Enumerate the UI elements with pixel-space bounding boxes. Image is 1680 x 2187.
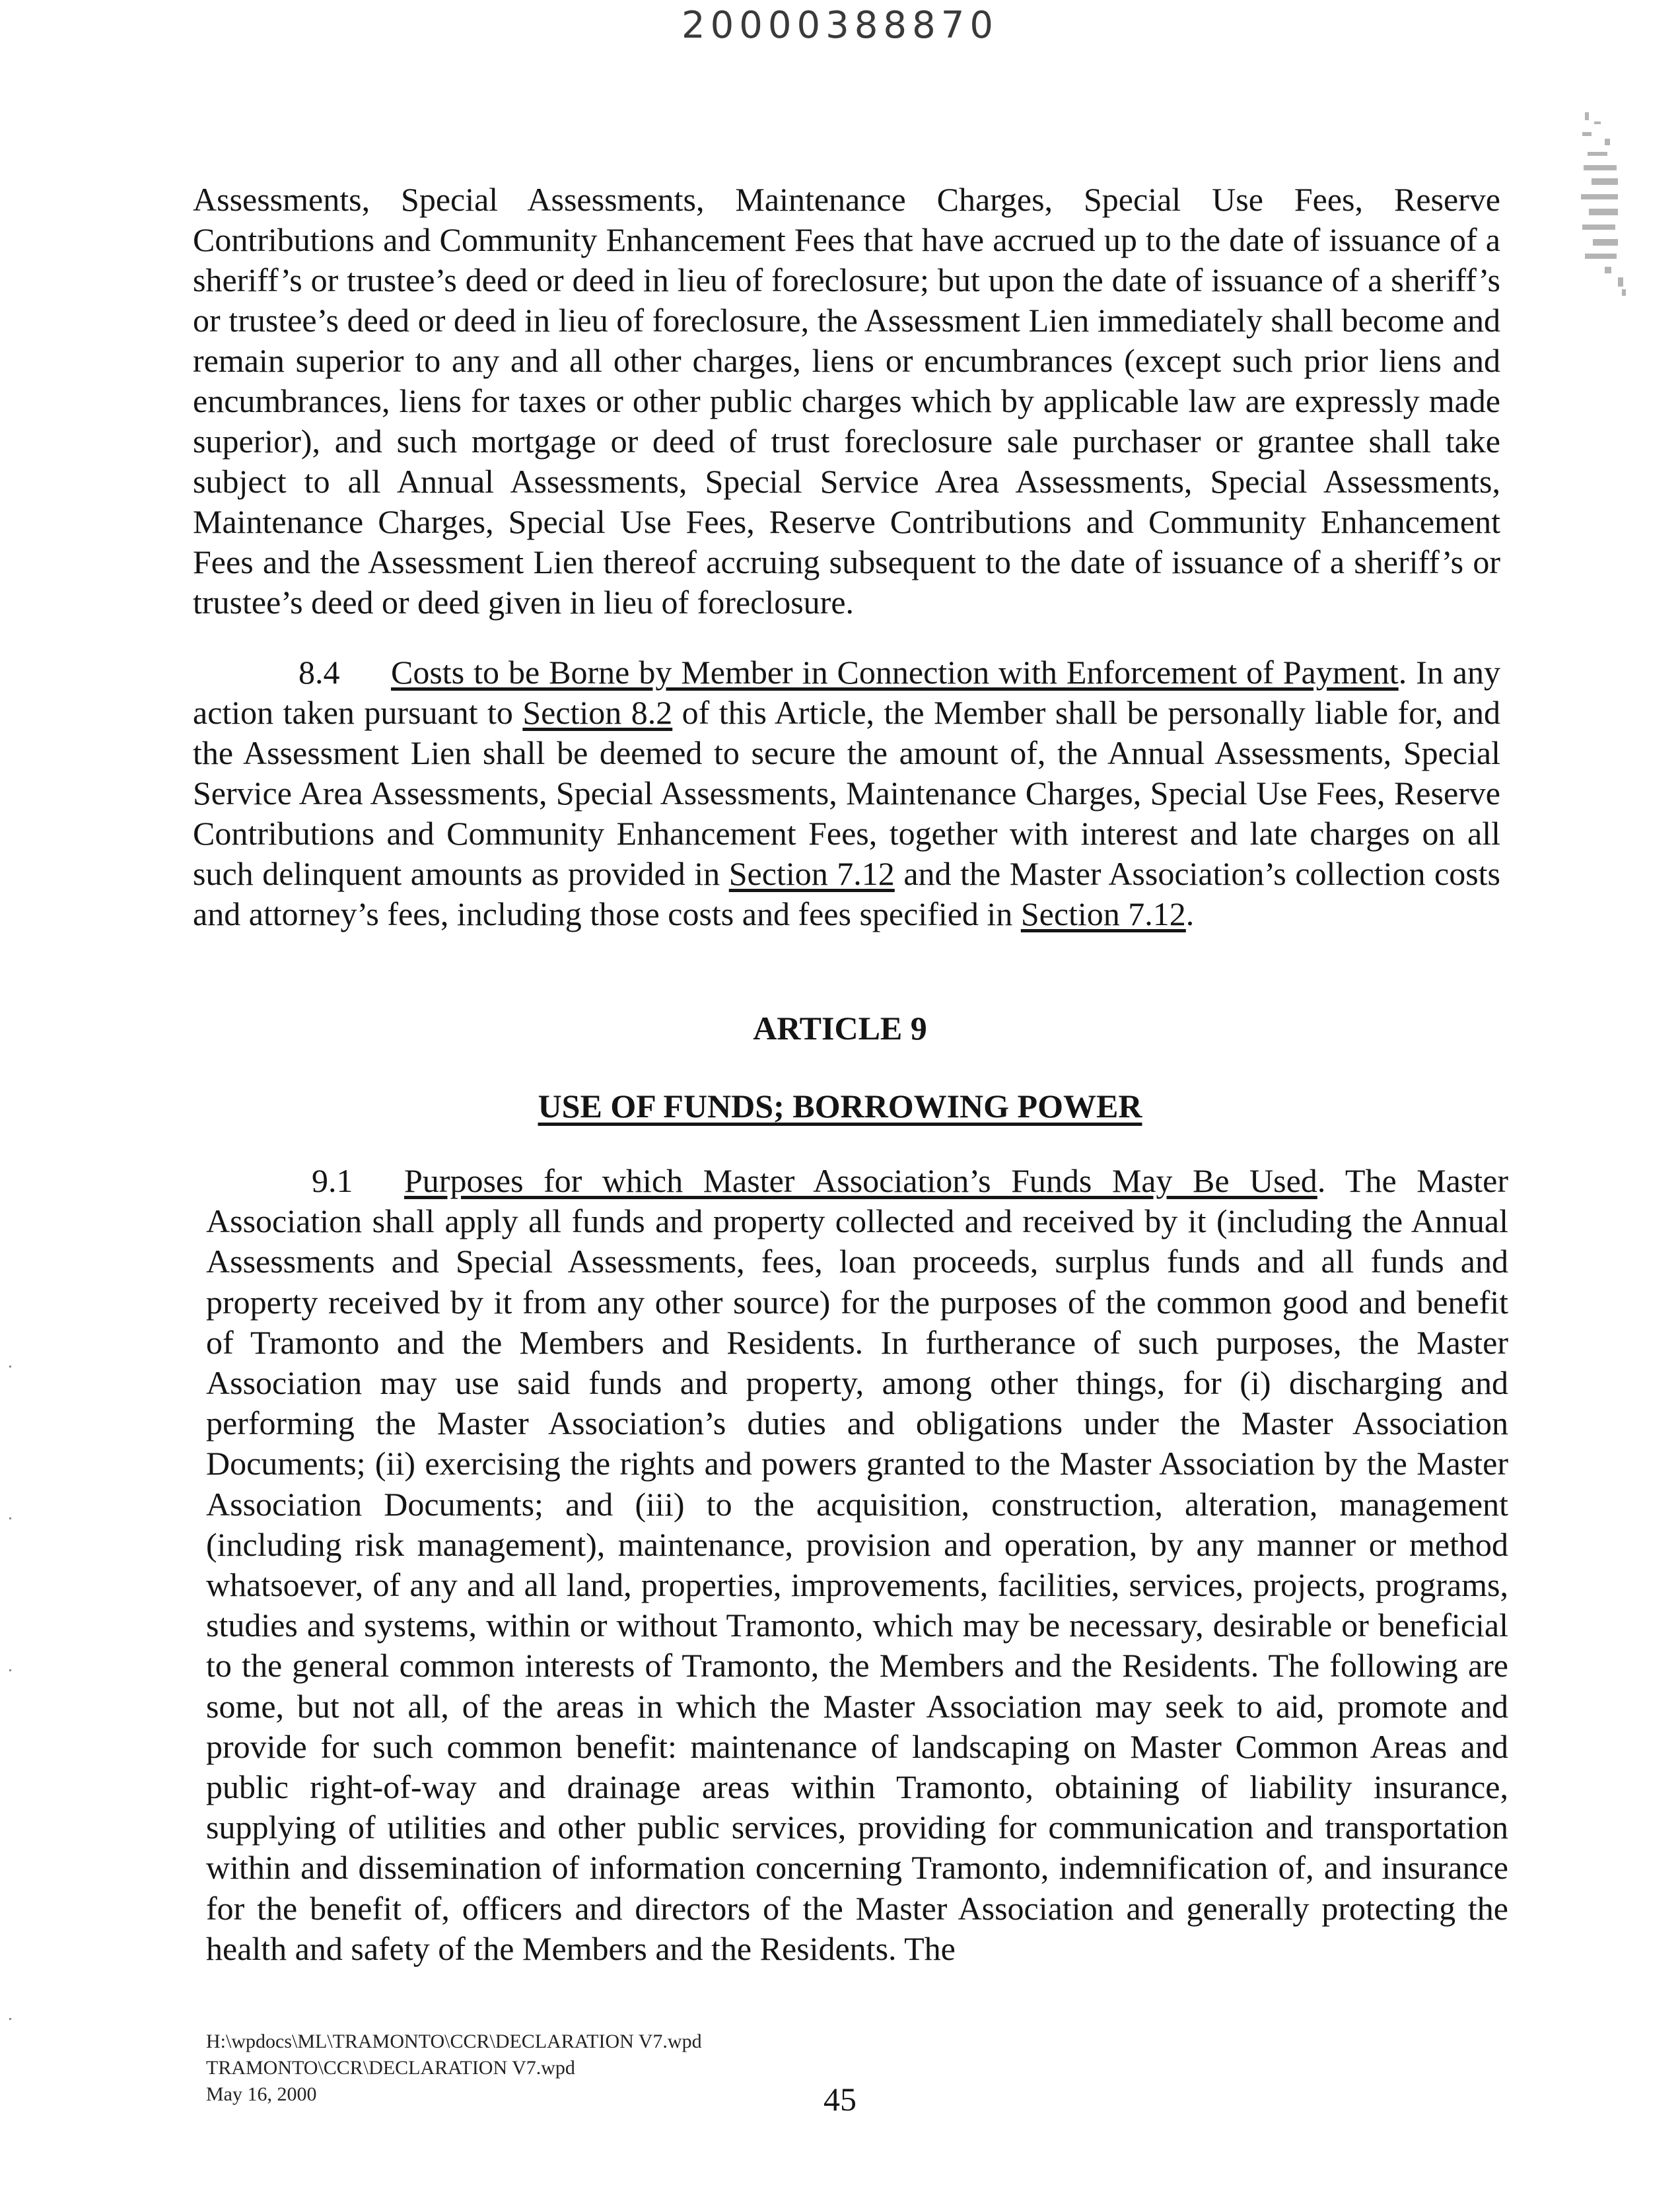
section-7-12-reference: Section 7.12: [728, 855, 895, 892]
section-8-4-paragraph: [193, 652, 1500, 934]
section-8-2-reference: Section 8.2: [522, 694, 673, 731]
footer-date: May 16, 2000: [206, 2083, 317, 2105]
recording-stamp-mark: [1578, 112, 1638, 297]
section-9-1-number: 9.1: [312, 1162, 353, 1199]
section-9-1-paragraph: [206, 1161, 1508, 1969]
section-8-4-heading: Costs to be Borne by Member in Connection with Enforcement of Payment: [391, 654, 1399, 691]
section-8-4-text-c: and the Master Association’s collection costs and attorney’s fees, including those costs and fees specified in: [193, 855, 1501, 932]
section-8-4-text-b: of this Article, the Member shall be personally liable for, and the Assessment Lien shall be deemed to secure the amount of, the Annual Assessments, Special Service Area Assessments, Special Assessments, Maintenance Charges, Special Use Fees, Reserve Contributions and Community Enhancement Fees, together with interest and late charges on all such delinquent amounts as provided in: [193, 694, 1500, 892]
footer-path-line-2: TRAMONTO\CCR\DECLARATION V7.wpd: [206, 2057, 575, 2079]
footer-path-line-1: H:\wpdocs\ML\TRAMONTO\CCR\DECLARATION V7.wpd: [206, 2031, 702, 2052]
section-8-4-number: 8.4: [298, 654, 340, 691]
section-7-12-reference-2: Section 7.12: [1020, 895, 1186, 932]
section-9-1-heading: Purposes for which Master Association’s Funds May Be Used: [404, 1162, 1317, 1199]
document-number: 20000388870: [682, 4, 998, 47]
article-title-heading: [0, 1087, 1680, 1125]
article-number-heading: ARTICLE 9: [753, 1010, 927, 1047]
section-8-4-text-d: .: [1185, 895, 1195, 932]
page-number: 45: [823, 2081, 857, 2118]
section-8-4-text-a: . In any action taken pursuant to: [193, 654, 1501, 731]
section-9-1-text: . The Master Association shall apply all funds and property collected and received by it (including the Annual Assessments and Special Assessments, fees, loan proceeds, surplus funds and all funds and property received by it from any other source) for the purposes of the common good and benefit of Tramonto and the Members and Residents. In furtherance of such purposes, the Master Association may use said funds and property, among other things, for (i) discharging and performing the Master Association’s duties and obligations under the Master Association Documents; (ii) exercising the rights and powers granted to the Master Association by the Master Association Documents; and (iii) to the acquisition, construction, alteration, management (including risk management), maintenance, provision and operation, by any manner or method whatsoever, of any and all land, properties, improvements, facilities, services, projects, programs, studies and systems, within or without Tramonto, which may be necessary, desirable or beneficial to the general common interests of Tramonto, the Members and the Residents. The following are some, but not all, of the areas in which the Master Association may seek to aid, promote and provide for such common benefit: maintenance of landscaping on Master Common Areas and public right-of-way and drainage areas within Tramonto, obtaining of liability insurance, supplying of utilities and other public services, providing for communication and transportation within and dissemination of information concerning Tramonto, indemnification of, and insurance for the benefit of, officers and directors of the Master Association and generally protecting the health and safety of the Members and the Residents. The: [206, 1162, 1508, 1967]
article-title-text: USE OF FUNDS; BORROWING POWER: [538, 1088, 1142, 1125]
continuation-paragraph: Assessments, Special Assessments, Maintenance Charges, Special Use Fees, Reserve Contributions and Community Enhancement Fees that have accrued up to the date of issuance of a sheriff’s or trustee’s deed or deed in lieu of foreclosure; but upon the date of issuance of a sheriff’s or trustee’s deed or deed in lieu of foreclosure, the Assessment Lien immediately shall become and remain superior to any and all other charges, liens or encumbrances (except such prior liens and encumbrances, liens for taxes or other public charges which by applicable law are expressly made superior), and such mortgage or deed of trust foreclosure sale purchaser or grantee shall take subject to all Annual Assessments, Special Service Area Assessments, Special Assessments, Maintenance Charges, Special Use Fees, Reserve Contributions and Community Enhancement Fees and the Assessment Lien thereof accruing subsequent to the date of issuance of a sheriff’s or trustee’s deed or deed given in lieu of foreclosure.: [193, 181, 1500, 621]
